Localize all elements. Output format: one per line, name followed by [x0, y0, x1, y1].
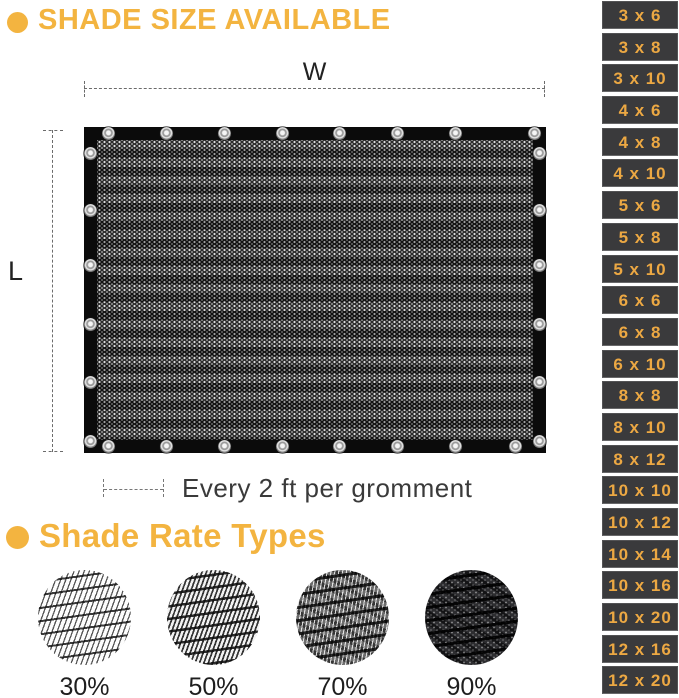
size-chip: 10 x 10 [602, 476, 678, 504]
rate-label: 70% [317, 673, 368, 698]
size-chip: 12 x 20 [602, 666, 678, 694]
width-label: W [302, 58, 327, 86]
grommet-icon [528, 127, 541, 140]
grommet-icon [509, 440, 522, 453]
rate-label: 30% [59, 673, 110, 698]
size-chip: 4 x 8 [602, 128, 678, 156]
grommet-icon [84, 376, 97, 389]
width-dimension-line [84, 88, 545, 89]
grommet-icon [84, 147, 97, 160]
rate-label: 50% [188, 673, 239, 698]
grommet-icon [533, 376, 546, 389]
grommet-icon [391, 127, 404, 140]
mesh-sample-30-icon [38, 570, 131, 665]
mesh-sample-90-icon [425, 570, 518, 665]
size-chip: 5 x 6 [602, 191, 678, 219]
length-dimension-line [52, 130, 53, 452]
grommet-icon [533, 147, 546, 160]
grommet-icon [333, 127, 346, 140]
grommet-icon [449, 440, 462, 453]
grommet-note: Every 2 ft per gromment [182, 473, 473, 503]
rate-item-50 [149, 570, 278, 698]
grommet-icon [533, 318, 546, 331]
size-chip: 10 x 20 [602, 603, 678, 631]
mesh-sample-70-icon [296, 570, 389, 665]
grommet-icon [84, 204, 97, 217]
size-chip: 3 x 8 [602, 33, 678, 61]
size-chip: 10 x 16 [602, 571, 678, 599]
mesh-texture [97, 140, 533, 440]
size-chip: 3 x 6 [602, 1, 678, 29]
grommet-icon [391, 440, 404, 453]
size-chip: 4 x 6 [602, 96, 678, 124]
mesh-sample-50-icon [167, 570, 260, 665]
size-chip: 6 x 6 [602, 286, 678, 314]
size-chip: 8 x 12 [602, 445, 678, 473]
grommet-icon [102, 127, 115, 140]
grommet-icon [218, 440, 231, 453]
grommet-icon [276, 127, 289, 140]
grommet-icon [276, 440, 289, 453]
rate-item-90 [407, 570, 536, 698]
grommet-icon [533, 204, 546, 217]
size-chip: 10 x 12 [602, 508, 678, 536]
rates-bullet-icon [6, 526, 29, 549]
size-chip: 12 x 16 [602, 635, 678, 663]
grommet-icon [449, 127, 462, 140]
grommet-icon [160, 127, 173, 140]
size-chip: 4 x 10 [602, 159, 678, 187]
rate-item-70 [278, 570, 407, 698]
grommet-icon [84, 318, 97, 331]
page-title: SHADE SIZE AVAILABLE [38, 4, 391, 36]
shade-rates-heading: Shade Rate Types [39, 517, 326, 554]
size-option-list [602, 1, 678, 694]
rate-item-30 [20, 570, 149, 698]
grommet-icon [333, 440, 346, 453]
size-chip: 8 x 8 [602, 381, 678, 409]
size-chip: 10 x 14 [602, 540, 678, 568]
grommet-icon [160, 440, 173, 453]
grommet-icon [102, 440, 115, 453]
size-chip: 3 x 10 [602, 64, 678, 92]
size-chip: 8 x 10 [602, 413, 678, 441]
size-chip: 6 x 10 [602, 350, 678, 378]
size-chip: 5 x 10 [602, 255, 678, 283]
grommet-icon [84, 435, 97, 448]
shade-rate-samples [20, 570, 536, 698]
grommet-icon [84, 259, 97, 272]
shade-cloth-diagram [84, 127, 546, 453]
rate-label: 90% [446, 673, 497, 698]
grommet-icon [533, 435, 546, 448]
grommet-icon [218, 127, 231, 140]
grommet-spacing-bracket [103, 479, 164, 497]
title-bullet-icon [7, 12, 28, 33]
size-chip: 6 x 8 [602, 318, 678, 346]
grommet-icon [533, 259, 546, 272]
length-label: L [8, 256, 24, 286]
size-chip: 5 x 8 [602, 223, 678, 251]
